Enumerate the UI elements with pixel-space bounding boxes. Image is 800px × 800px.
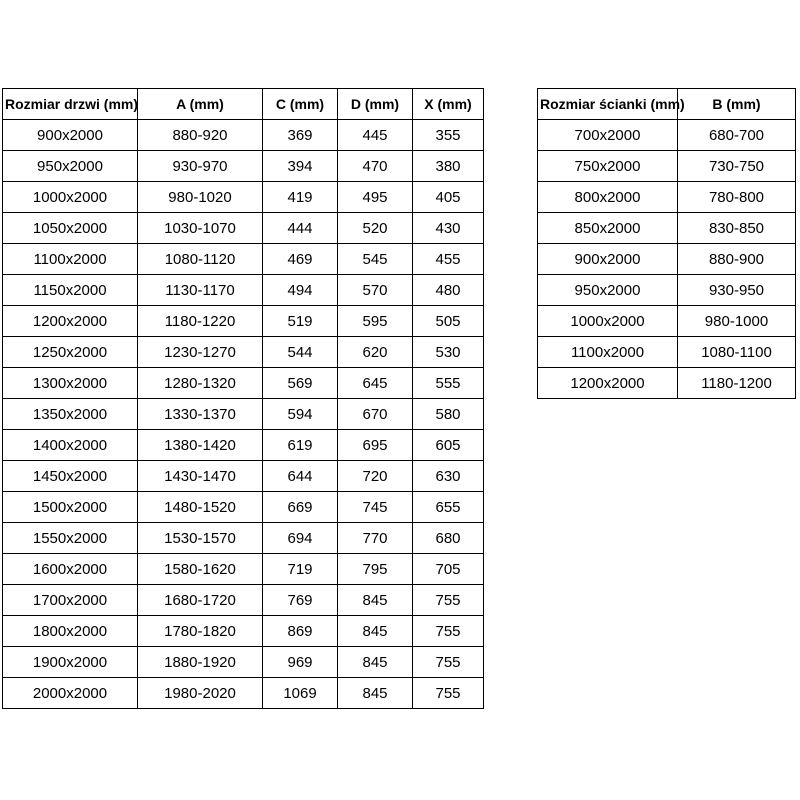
table-cell: 1580-1620 — [138, 554, 263, 585]
table-cell: 755 — [413, 647, 484, 678]
table-cell: 619 — [263, 430, 338, 461]
column-header-door-size: Rozmiar drzwi (mm) — [3, 89, 138, 120]
table-cell: 494 — [263, 275, 338, 306]
table-cell: 505 — [413, 306, 484, 337]
door-sizes-table — [2, 88, 484, 709]
table-cell: 1450x2000 — [3, 461, 138, 492]
table-cell: 694 — [263, 523, 338, 554]
table-row — [3, 275, 484, 306]
table-cell: 930-970 — [138, 151, 263, 182]
table-cell: 405 — [413, 182, 484, 213]
table-row — [3, 120, 484, 151]
table-cell: 1880-1920 — [138, 647, 263, 678]
table-cell: 519 — [263, 306, 338, 337]
table-cell: 845 — [338, 585, 413, 616]
table-cell: 444 — [263, 213, 338, 244]
table-cell: 755 — [413, 585, 484, 616]
table-cell: 680 — [413, 523, 484, 554]
table-cell: 1200x2000 — [3, 306, 138, 337]
table-cell: 569 — [263, 368, 338, 399]
table-cell: 980-1020 — [138, 182, 263, 213]
table-row — [538, 368, 796, 399]
table-cell: 969 — [263, 647, 338, 678]
table-cell: 755 — [413, 616, 484, 647]
table-cell: 630 — [413, 461, 484, 492]
table-cell: 644 — [263, 461, 338, 492]
table-cell: 1000x2000 — [3, 182, 138, 213]
table-cell: 1700x2000 — [3, 585, 138, 616]
table-cell: 445 — [338, 120, 413, 151]
table-row — [3, 337, 484, 368]
table-cell: 655 — [413, 492, 484, 523]
column-header-a: A (mm) — [138, 89, 263, 120]
table-cell: 950x2000 — [538, 275, 678, 306]
table-cell: 1280-1320 — [138, 368, 263, 399]
table-cell: 470 — [338, 151, 413, 182]
column-header-wall-size: Rozmiar ścianki (mm) — [538, 89, 678, 120]
table-cell: 530 — [413, 337, 484, 368]
table-cell: 800x2000 — [538, 182, 678, 213]
table-row — [3, 461, 484, 492]
table-cell: 845 — [338, 678, 413, 709]
table-cell: 670 — [338, 399, 413, 430]
table-cell: 1100x2000 — [538, 337, 678, 368]
table-row — [3, 678, 484, 709]
table-cell: 1400x2000 — [3, 430, 138, 461]
table-cell: 1080-1100 — [678, 337, 796, 368]
table-row — [3, 151, 484, 182]
table-cell: 755 — [413, 678, 484, 709]
table-cell: 1180-1200 — [678, 368, 796, 399]
table-cell: 1480-1520 — [138, 492, 263, 523]
table-cell: 605 — [413, 430, 484, 461]
table-row — [538, 213, 796, 244]
table-cell: 645 — [338, 368, 413, 399]
table-row — [3, 585, 484, 616]
table-cell: 1000x2000 — [538, 306, 678, 337]
table-cell: 830-850 — [678, 213, 796, 244]
table-cell: 880-900 — [678, 244, 796, 275]
table-cell: 750x2000 — [538, 151, 678, 182]
door-sizes-table-body — [3, 120, 484, 709]
table-cell: 1250x2000 — [3, 337, 138, 368]
table-row — [538, 337, 796, 368]
table-cell: 620 — [338, 337, 413, 368]
table-cell: 1600x2000 — [3, 554, 138, 585]
table-cell: 1530-1570 — [138, 523, 263, 554]
column-header-b: B (mm) — [678, 89, 796, 120]
column-header-d: D (mm) — [338, 89, 413, 120]
wall-sizes-table — [537, 88, 796, 399]
table-cell: 1980-2020 — [138, 678, 263, 709]
table-cell: 950x2000 — [3, 151, 138, 182]
table-cell: 1030-1070 — [138, 213, 263, 244]
table-cell: 555 — [413, 368, 484, 399]
table-cell: 545 — [338, 244, 413, 275]
table-cell: 1380-1420 — [138, 430, 263, 461]
table-cell: 1550x2000 — [3, 523, 138, 554]
table-cell: 720 — [338, 461, 413, 492]
table-cell: 2000x2000 — [3, 678, 138, 709]
table-cell: 695 — [338, 430, 413, 461]
table-cell: 1180-1220 — [138, 306, 263, 337]
table-cell: 1150x2000 — [3, 275, 138, 306]
table-cell: 455 — [413, 244, 484, 275]
table-cell: 705 — [413, 554, 484, 585]
table-cell: 930-950 — [678, 275, 796, 306]
table-cell: 570 — [338, 275, 413, 306]
table-row — [3, 647, 484, 678]
table-row — [3, 554, 484, 585]
table-cell: 495 — [338, 182, 413, 213]
table-row — [538, 306, 796, 337]
table-cell: 700x2000 — [538, 120, 678, 151]
table-row — [3, 213, 484, 244]
table-cell: 880-920 — [138, 120, 263, 151]
table-cell: 1900x2000 — [3, 647, 138, 678]
table-cell: 1200x2000 — [538, 368, 678, 399]
table-row — [3, 492, 484, 523]
table-row — [3, 523, 484, 554]
table-cell: 480 — [413, 275, 484, 306]
table-cell: 394 — [263, 151, 338, 182]
table-cell: 980-1000 — [678, 306, 796, 337]
table-row — [538, 182, 796, 213]
table-row — [3, 399, 484, 430]
column-header-x: X (mm) — [413, 89, 484, 120]
table-row — [3, 244, 484, 275]
table-cell: 869 — [263, 616, 338, 647]
table-cell: 544 — [263, 337, 338, 368]
table-cell: 595 — [338, 306, 413, 337]
table-row — [3, 182, 484, 213]
table-cell: 1330-1370 — [138, 399, 263, 430]
table-cell: 355 — [413, 120, 484, 151]
table-cell: 845 — [338, 647, 413, 678]
table-cell: 520 — [338, 213, 413, 244]
table-cell: 1680-1720 — [138, 585, 263, 616]
table-cell: 780-800 — [678, 182, 796, 213]
table-cell: 769 — [263, 585, 338, 616]
table-cell: 1800x2000 — [3, 616, 138, 647]
table-row — [3, 306, 484, 337]
table-cell: 770 — [338, 523, 413, 554]
wall-sizes-table-body — [538, 120, 796, 399]
table-cell: 795 — [338, 554, 413, 585]
table-cell: 1100x2000 — [3, 244, 138, 275]
table-cell: 730-750 — [678, 151, 796, 182]
table-cell: 369 — [263, 120, 338, 151]
table-cell: 1050x2000 — [3, 213, 138, 244]
table-cell: 1300x2000 — [3, 368, 138, 399]
table-row — [3, 368, 484, 399]
table-row — [538, 151, 796, 182]
table-cell: 580 — [413, 399, 484, 430]
table-row — [3, 430, 484, 461]
table-cell: 669 — [263, 492, 338, 523]
table-cell: 1430-1470 — [138, 461, 263, 492]
table-cell: 900x2000 — [3, 120, 138, 151]
table-cell: 469 — [263, 244, 338, 275]
table-cell: 1780-1820 — [138, 616, 263, 647]
table-cell: 719 — [263, 554, 338, 585]
table-cell: 430 — [413, 213, 484, 244]
table-row — [3, 616, 484, 647]
table-cell: 1500x2000 — [3, 492, 138, 523]
table-cell: 594 — [263, 399, 338, 430]
table-header-row — [3, 89, 484, 120]
column-header-c: C (mm) — [263, 89, 338, 120]
table-cell: 419 — [263, 182, 338, 213]
table-cell: 900x2000 — [538, 244, 678, 275]
table-row — [538, 120, 796, 151]
table-cell: 680-700 — [678, 120, 796, 151]
table-cell: 380 — [413, 151, 484, 182]
table-cell: 1069 — [263, 678, 338, 709]
table-cell: 1350x2000 — [3, 399, 138, 430]
table-cell: 845 — [338, 616, 413, 647]
table-cell: 745 — [338, 492, 413, 523]
table-header-row — [538, 89, 796, 120]
table-row — [538, 244, 796, 275]
table-cell: 1230-1270 — [138, 337, 263, 368]
table-cell: 1130-1170 — [138, 275, 263, 306]
table-cell: 850x2000 — [538, 213, 678, 244]
table-cell: 1080-1120 — [138, 244, 263, 275]
table-row — [538, 275, 796, 306]
